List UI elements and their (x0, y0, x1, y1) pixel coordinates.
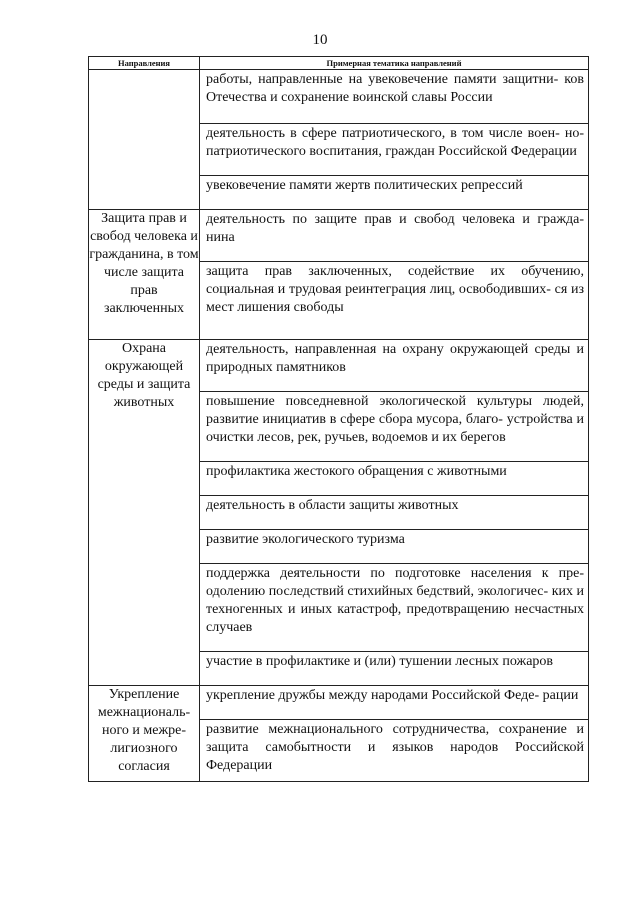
direction-cell: Охрана окружающей среды и защита животных (89, 340, 200, 686)
topic-item: деятельность, направленная на охрану окружающей среды и природных памятников (200, 340, 588, 392)
topics-cell (200, 686, 589, 782)
topic-item: повышение повседневной экологической культуры людей, развитие инициатив в сфере сбора мусора, благо- устройства и очистки лесов, рек, ручьев, водоемов и их берегов (200, 392, 588, 462)
topics-cell (200, 340, 589, 686)
table-row (89, 210, 589, 340)
topic-item: укрепление дружбы между народами Российской Феде- рации (200, 686, 588, 720)
page-number: 10 (312, 32, 328, 48)
topic-item: деятельность в области защиты животных (200, 496, 588, 530)
topic-item: профилактика жестокого обращения с животными (200, 462, 588, 496)
topic-item: участие в профилактике и (или) тушении лесных пожаров (206, 654, 554, 669)
direction-cell: Укрепление межнациональ- ного и межре- лигиозного согласия (89, 686, 200, 782)
topics-cell (200, 210, 589, 340)
header-topics: Примерная тематика направлений (200, 57, 589, 70)
topic-item: увековечение памяти жертв политических репрессий (206, 178, 523, 193)
topic-item: развитие экологического туризма (200, 530, 588, 564)
direction-cell (89, 70, 200, 210)
table-row (89, 686, 589, 782)
topic-item: деятельность по защите прав и свобод человека и гражда- нина (200, 210, 588, 262)
table-row (89, 70, 589, 210)
table-row (89, 340, 589, 686)
topic-item: развитие межнационального сотрудничества, сохранение и защита самобытности и языков народов Российской Федерации (206, 722, 584, 773)
topic-item: поддержка деятельности по подготовке населения к пре- одолению последствий стихийных бедствий, экологичес- ких и техногенных и иных катастроф, предотвращению несчастных случаев (200, 564, 588, 652)
directions-table (88, 56, 589, 782)
direction-cell: Защита прав и свобод человека и гражданина, в том числе защита прав заключенных (89, 210, 200, 340)
table-header-row (89, 57, 589, 70)
topics-cell (200, 70, 589, 210)
topic-item: работы, направленные на увековечение памяти защитни- ков Отечества и сохранение воинской славы России (200, 70, 588, 124)
header-directions: Направления (89, 57, 200, 70)
topic-item: деятельность в сфере патриотического, в том числе воен- но-патриотического воспитания, граждан Российской Федерации (200, 124, 588, 176)
topic-item: защита прав заключенных, содействие их обучению, социальная и трудовая реинтеграция лиц, освободивших- ся из мест лишения свободы (206, 264, 584, 315)
